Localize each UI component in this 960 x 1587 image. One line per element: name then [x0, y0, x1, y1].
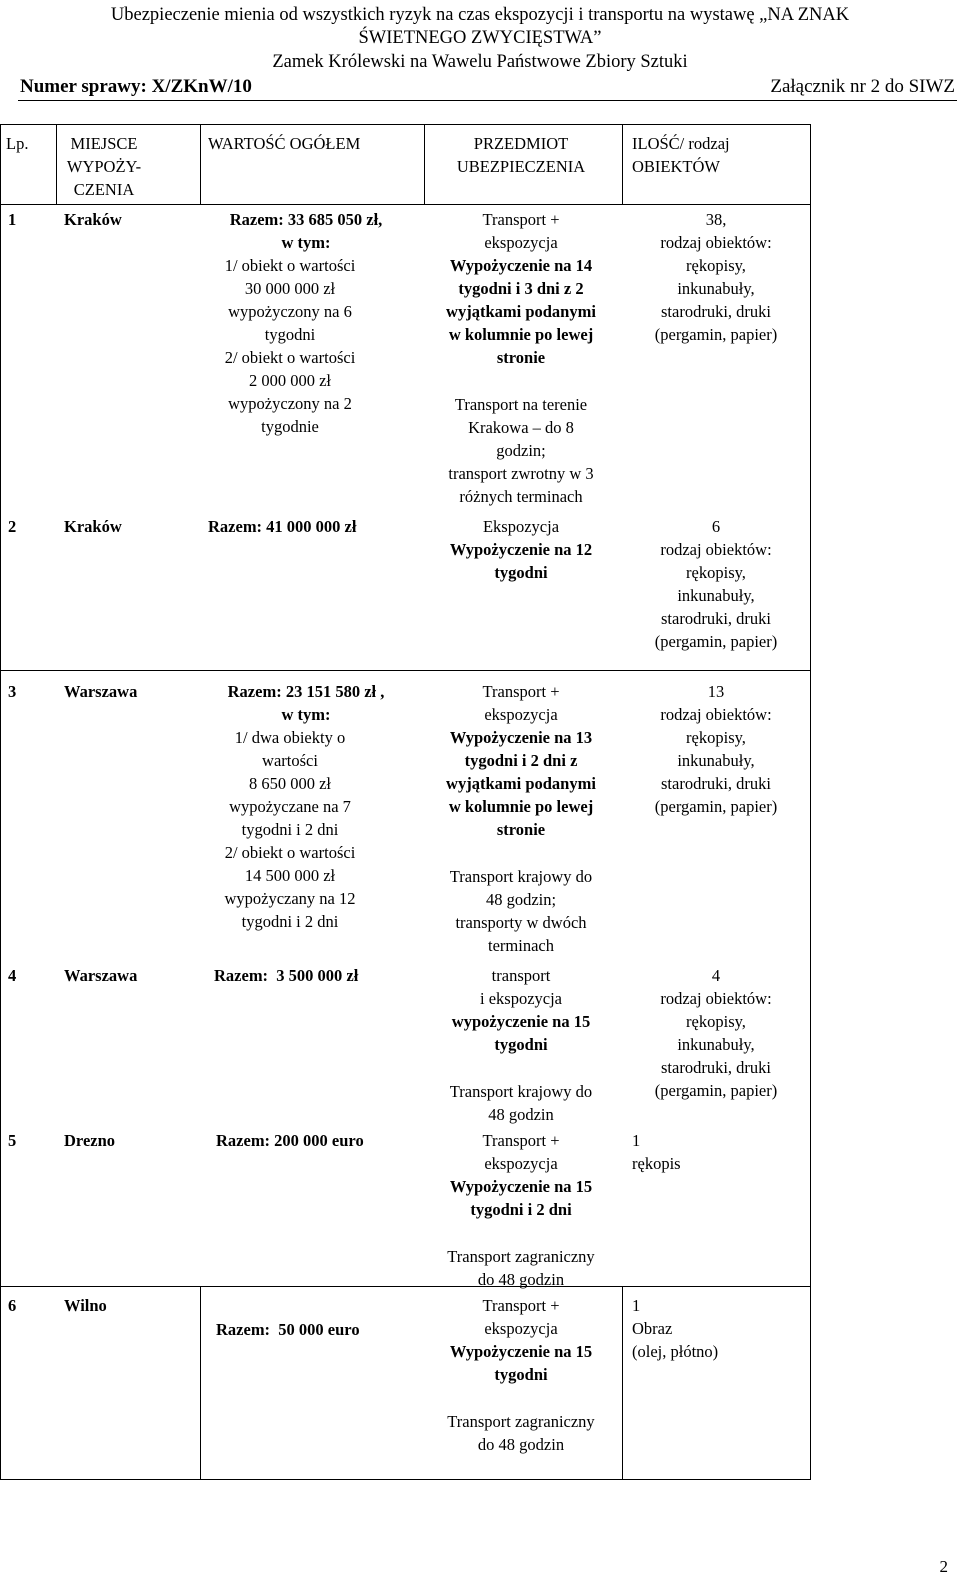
row-quantity: 1 rękopis: [632, 1131, 681, 1173]
row-quantity: 38, rodzaj obiektów: rękopisy, inkunabuły, starodruki, druki (pergamin, papier): [654, 210, 778, 344]
row-value-total: Razem: 3 500 000 zł: [214, 966, 359, 985]
row-number: 4: [8, 966, 17, 985]
row-value-total: Razem: 23 151 580 zł , w tym:: [227, 682, 385, 724]
table-border-right: [810, 124, 811, 1479]
row-subject-loan: wypożyczenie na 15 tygodni: [451, 1012, 591, 1054]
row-quantity: 13 rodzaj obiektów: rękopisy, inkunabuły, starodruki, druki (pergamin, papier): [654, 682, 778, 816]
row-subject: Transport + ekspozycja: [482, 1131, 560, 1173]
attachment-label: Załącznik nr 2 do SIWZ: [770, 76, 955, 97]
table-divider: [622, 1286, 623, 1479]
header-title-line-2: ŚWIETNEGO ZWYCIĘSTWA”: [358, 28, 602, 48]
col-header-qty: ILOŚĆ/ rodzaj OBIEKTÓW: [632, 134, 730, 176]
row-place: Warszawa: [64, 682, 138, 701]
row-subject: Transport + ekspozycja: [482, 682, 560, 724]
header-institution: Zamek Królewski na Wawelu Państwowe Zbiory Sztuki: [272, 52, 688, 72]
header-title-line-1: Ubezpieczenie mienia od wszystkich ryzyk na czas ekspozycji i transportu na wystawę „NA ZNAK: [110, 5, 850, 25]
row-subject-loan: Wypożyczenie na 14 tygodni i 3 dni z 2 wyjątkami podanymi w kolumnie po lewej stronie: [446, 256, 596, 367]
table-divider: [622, 124, 623, 204]
row-subject: Ekspozycja: [482, 517, 560, 536]
col-header-value: WARTOŚĆ OGÓŁEM: [208, 134, 361, 153]
page-number: 2: [939, 1557, 948, 1576]
table-header-bottom: [0, 204, 811, 205]
col-header-lp: Lp.: [6, 134, 29, 153]
row-subject-loan: Wypożyczenie na 12 tygodni: [449, 540, 593, 582]
table-row-divider: [0, 1286, 811, 1287]
case-number: Numer sprawy: X/ZKnW/10: [20, 76, 252, 97]
row-quantity: 4 rodzaj obiektów: rękopisy, inkunabuły, starodruki, druki (pergamin, papier): [654, 966, 778, 1100]
row-quantity: 6 rodzaj obiektów: rękopisy, inkunabuły, starodruki, druki (pergamin, papier): [654, 517, 778, 651]
row-subject: Transport + ekspozycja: [482, 1296, 560, 1338]
table-border-left: [0, 124, 1, 1479]
row-subject-loan: Wypożyczenie na 13 tygodni i 2 dni z wyjątkami podanymi w kolumnie po lewej stronie: [446, 728, 596, 839]
row-subject-loan: Wypożyczenie na 15 tygodni: [449, 1342, 593, 1384]
table-border-top: [0, 124, 811, 125]
row-place: Wilno: [64, 1296, 107, 1315]
table-divider: [424, 124, 425, 204]
row-subject: Transport + ekspozycja: [482, 210, 560, 252]
row-place: Kraków: [64, 517, 122, 536]
row-subject-transport: Transport krajowy do 48 godzin: [449, 1082, 593, 1124]
row-subject-transport: Transport krajowy do 48 godzin; transporty w dwóch terminach: [449, 867, 593, 955]
row-subject-transport: Transport na terenie Krakowa – do 8 godzin; transport zwrotny w 3 różnych terminach: [448, 395, 594, 506]
row-value-total: Razem: 41 000 000 zł: [208, 517, 357, 536]
row-value-total: Razem: 50 000 euro: [216, 1320, 360, 1339]
row-number: 2: [8, 517, 17, 536]
table-divider: [200, 124, 201, 204]
row-place: Drezno: [64, 1131, 116, 1150]
row-value-details: 1/ dwa obiekty o wartości 8 650 000 zł wypożyczane na 7 tygodni i 2 dni 2/ obiekt o wartości 14 500 000 zł wypożyczany na 12 tygodni i 2 dni: [224, 728, 356, 931]
row-value-total: Razem: 200 000 euro: [216, 1131, 364, 1150]
table-row-divider: [0, 670, 811, 671]
row-subject: transport i ekspozycja: [479, 966, 562, 1008]
row-number: 1: [8, 210, 17, 229]
row-quantity: 1 Obraz (olej, płótno): [632, 1296, 719, 1361]
row-value-details: 1/ obiekt o wartości 30 000 000 zł wypożyczony na 6 tygodni 2/ obiekt o wartości 2 000 000 zł wypożyczony na 2 tygodnie: [224, 256, 356, 436]
table-divider: [200, 1286, 201, 1479]
row-number: 6: [8, 1296, 17, 1315]
row-number: 5: [8, 1131, 17, 1150]
row-subject-loan: Wypożyczenie na 15 tygodni i 2 dni: [449, 1177, 593, 1219]
row-subject-transport: Transport zagraniczny do 48 godzin: [447, 1412, 595, 1454]
row-place: Warszawa: [64, 966, 138, 985]
row-subject-transport: Transport zagraniczny do 48 godzin: [447, 1247, 595, 1289]
row-value-total: Razem: 33 685 050 zł, w tym:: [229, 210, 383, 252]
table-border-bottom: [0, 1479, 811, 1480]
row-place: Kraków: [64, 210, 122, 229]
col-header-subject: PRZEDMIOT UBEZPIECZENIA: [456, 134, 586, 176]
col-header-place: MIEJSCE WYPOŻY- CZENIA: [66, 134, 142, 199]
row-number: 3: [8, 682, 17, 701]
